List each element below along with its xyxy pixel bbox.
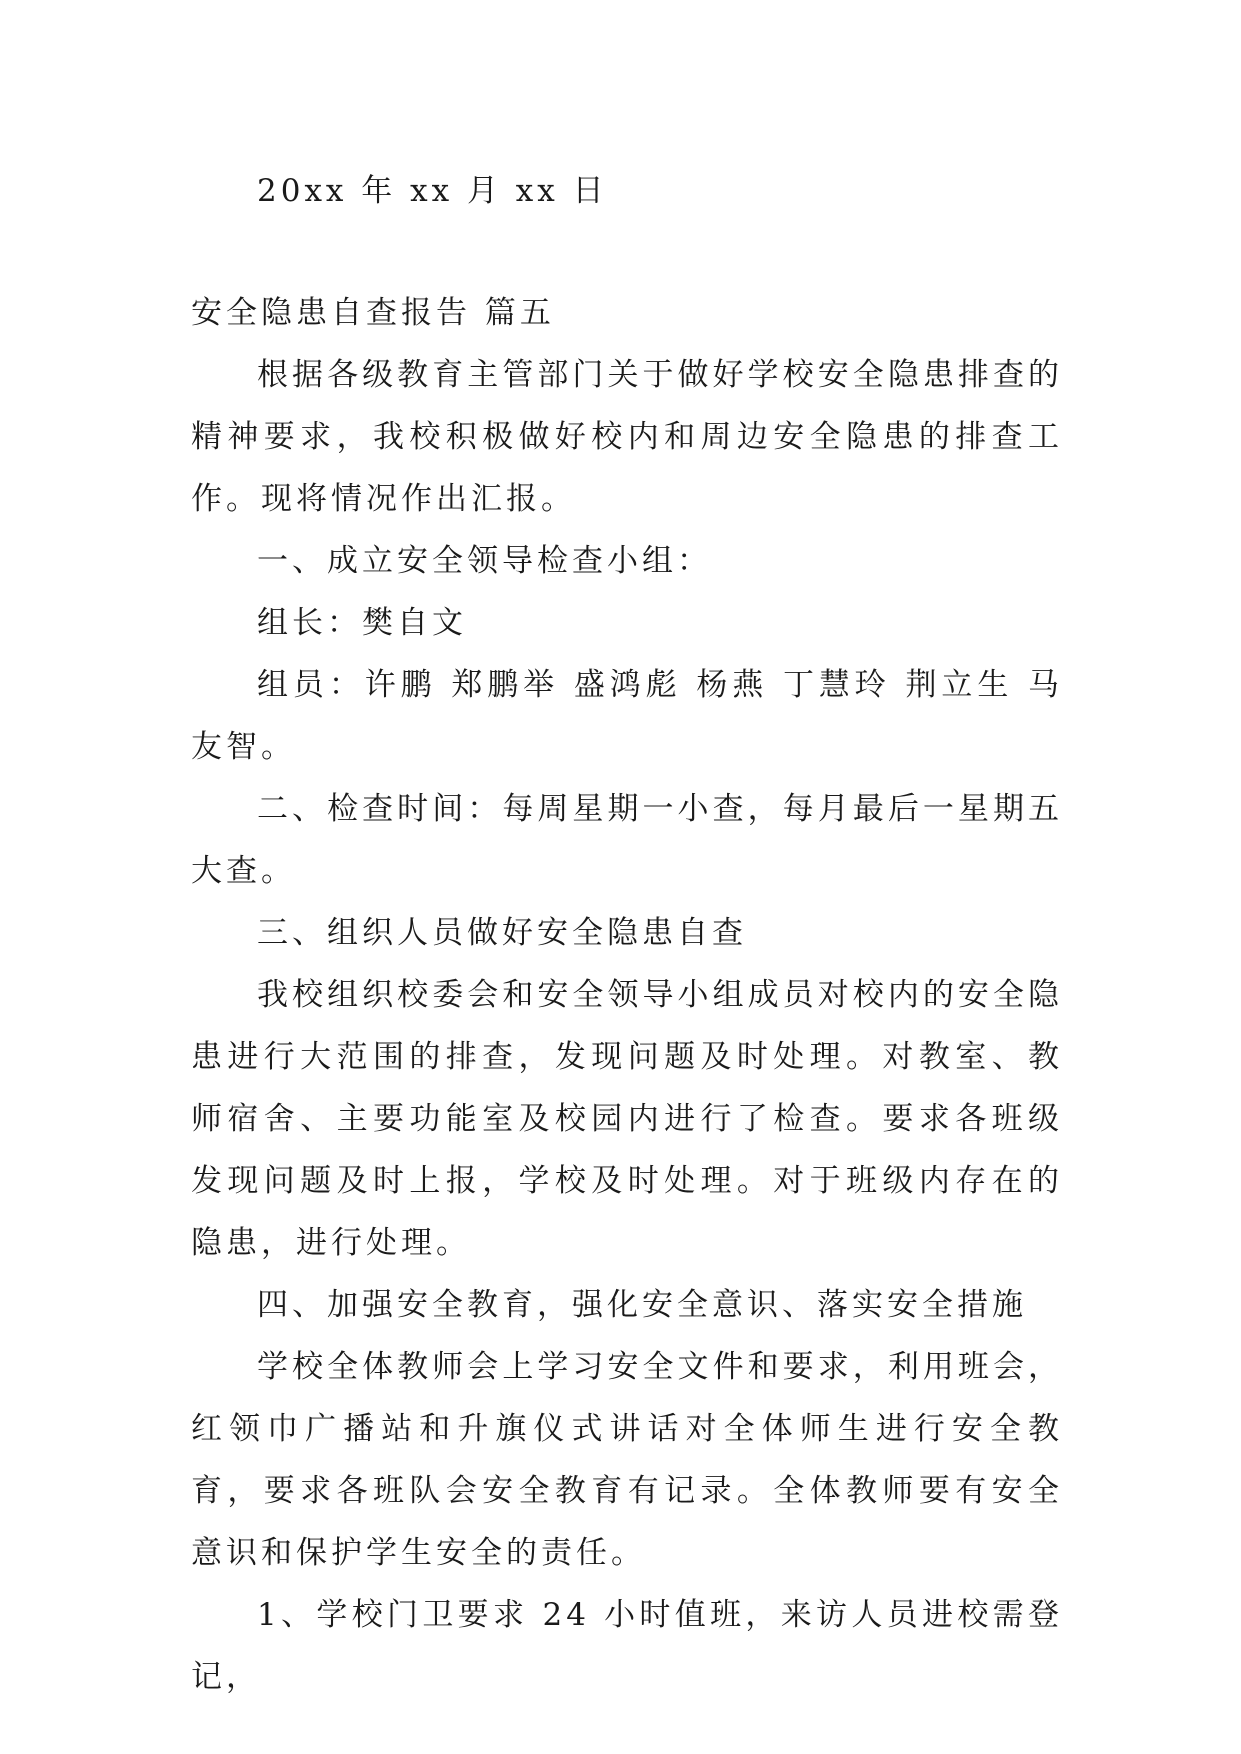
document-body xyxy=(191,160,1063,1708)
list-item-guard-duty: 1、学校门卫要求 24 小时值班，来访人员进校需登记， xyxy=(191,1597,1063,1695)
heading-self-check: 三、组织人员做好安全隐患自查 xyxy=(257,915,747,951)
heading-group: 一、成立安全领导检查小组： xyxy=(257,543,712,579)
group-leader: 组长：樊自文 xyxy=(257,605,467,641)
heading-inspection-time: 二、检查时间：每周星期一小查，每月最后一星期五大查。 xyxy=(191,791,1063,889)
self-check-paragraph: 我校组织校委会和安全领导小组成员对校内的安全隐患进行大范围的排查，发现问题及时处理。对教室、教师宿舍、主要功能室及校园内进行了检查。要求各班级发现问题及时上报，学校及时处理。对于班级内存在的隐患，进行处理。 xyxy=(191,977,1063,1261)
section-title: 安全隐患自查报告 篇五 xyxy=(191,295,555,331)
intro-paragraph: 根据各级教育主管部门关于做好学校安全隐患排查的精神要求，我校积极做好校内和周边安全隐患的排查工作。现将情况作出汇报。 xyxy=(191,357,1063,517)
date-line: 20xx 年 xx 月 xx 日 xyxy=(257,173,608,209)
heading-safety-education: 四、加强安全教育，强化安全意识、落实安全措施 xyxy=(257,1287,1027,1323)
group-members: 组员：许鹏 郑鹏举 盛鸿彪 杨燕 丁慧玲 荆立生 马友智。 xyxy=(191,667,1063,765)
safety-education-paragraph: 学校全体教师会上学习安全文件和要求，利用班会，红领巾广播站和升旗仪式讲话对全体师生进行安全教育，要求各班队会安全教育有记录。全体教师要有安全意识和保护学生安全的责任。 xyxy=(191,1349,1063,1571)
